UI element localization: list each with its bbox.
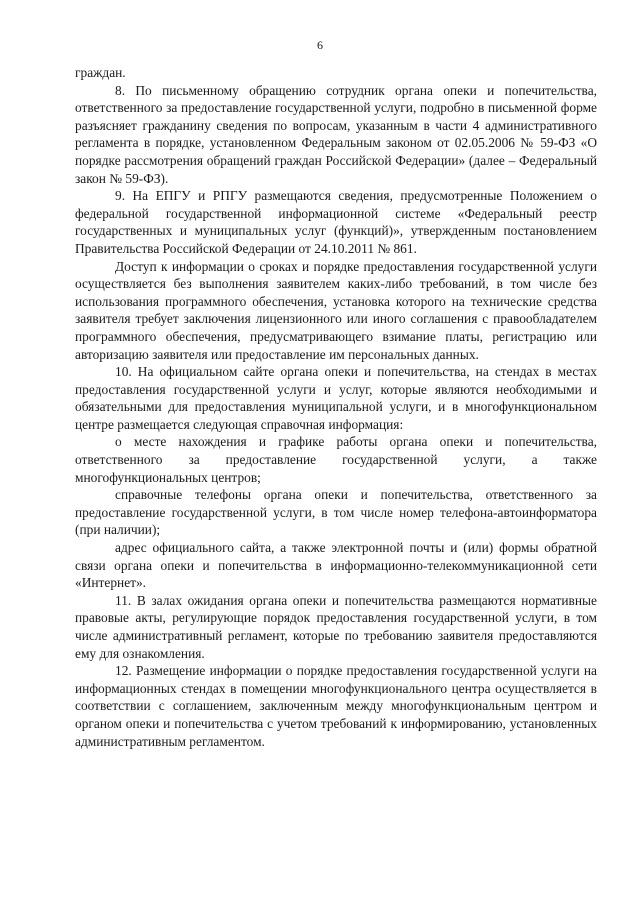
paragraph-10-location: о месте нахождения и графике работы органа опеки и попечительства, ответственного за предоставление государственной услуги, а также многофункциональных центров; [75,434,597,485]
document-body [75,64,597,750]
paragraph-8: 8. По письменному обращению сотрудник органа опеки и попечительства, ответственного за предоставление государственной услуги, подробно в письменной форме разъясняет гражданину сведения по вопросам, указанным в части 4 административного регламента в порядке, установленном Федеральным законом от 02.05.2006 № 59-ФЗ «О порядке рассмотрения обращений граждан Российской Федерации» (далее – Федеральный закон № 59-ФЗ). [75,82,597,186]
paragraph-9-access: Доступ к информации о сроках и порядке предоставления государственной услуги осуществляется без выполнения заявителем каких-либо требований, в том числе без использования программного обеспечения, установка которого на технические средства заявителя требует заключения лицензионного или иного соглашения с правообладателем программного обеспечения, предусматривающего взимание платы, регистрацию или авторизацию заявителя или предоставление им персональных данных. [75,258,597,362]
paragraph-10: 10. На официальном сайте органа опеки и попечительства, на стендах в местах предоставления государственной услуги и услуг, которые являются необходимыми и обязательными для предоставления муниципальной услуги, и в многофункциональном центре размещается следующая справочная информация: [75,364,597,432]
paragraph-10-phones: справочные телефоны органа опеки и попечительства, ответственного за предоставление государственной услуги, в том числе номер телефона-автоинформатора (при наличии); [75,487,597,538]
paragraph-9: 9. На ЕПГУ и РПГУ размещаются сведения, предусмотренные Положением о федеральной государственной информационной системе «Федеральный реестр государственных и муниципальных услуг (функций)», утвержденным постановлением Правительства Российской Федерации от 24.10.2011 № 861. [75,188,597,256]
page-number: 6 [317,38,323,52]
paragraph-10-website: адрес официального сайта, а также электронной почты и (или) формы обратной связи органа опеки и попечительства в информационно-телекоммуникационной сети «Интернет». [75,540,597,591]
paragraph-11: 11. В залах ожидания органа опеки и попечительства размещаются нормативные правовые акты, регулирующие порядок предоставления государственной услуги, в том числе административный регламент, которые по требованию заявителя предоставляются ему для ознакомления. [75,592,597,661]
paragraph-continuation: граждан. [75,65,126,80]
paragraph-12: 12. Размещение информации о порядке предоставления государственной услуги на информационных стендах в помещении многофункционального центра осуществляется в соответствии с соглашением, заключенным между многофункциональным центром и органом опеки и попечительства с учетом требований к информированию, установленных административным регламентом. [75,663,597,749]
